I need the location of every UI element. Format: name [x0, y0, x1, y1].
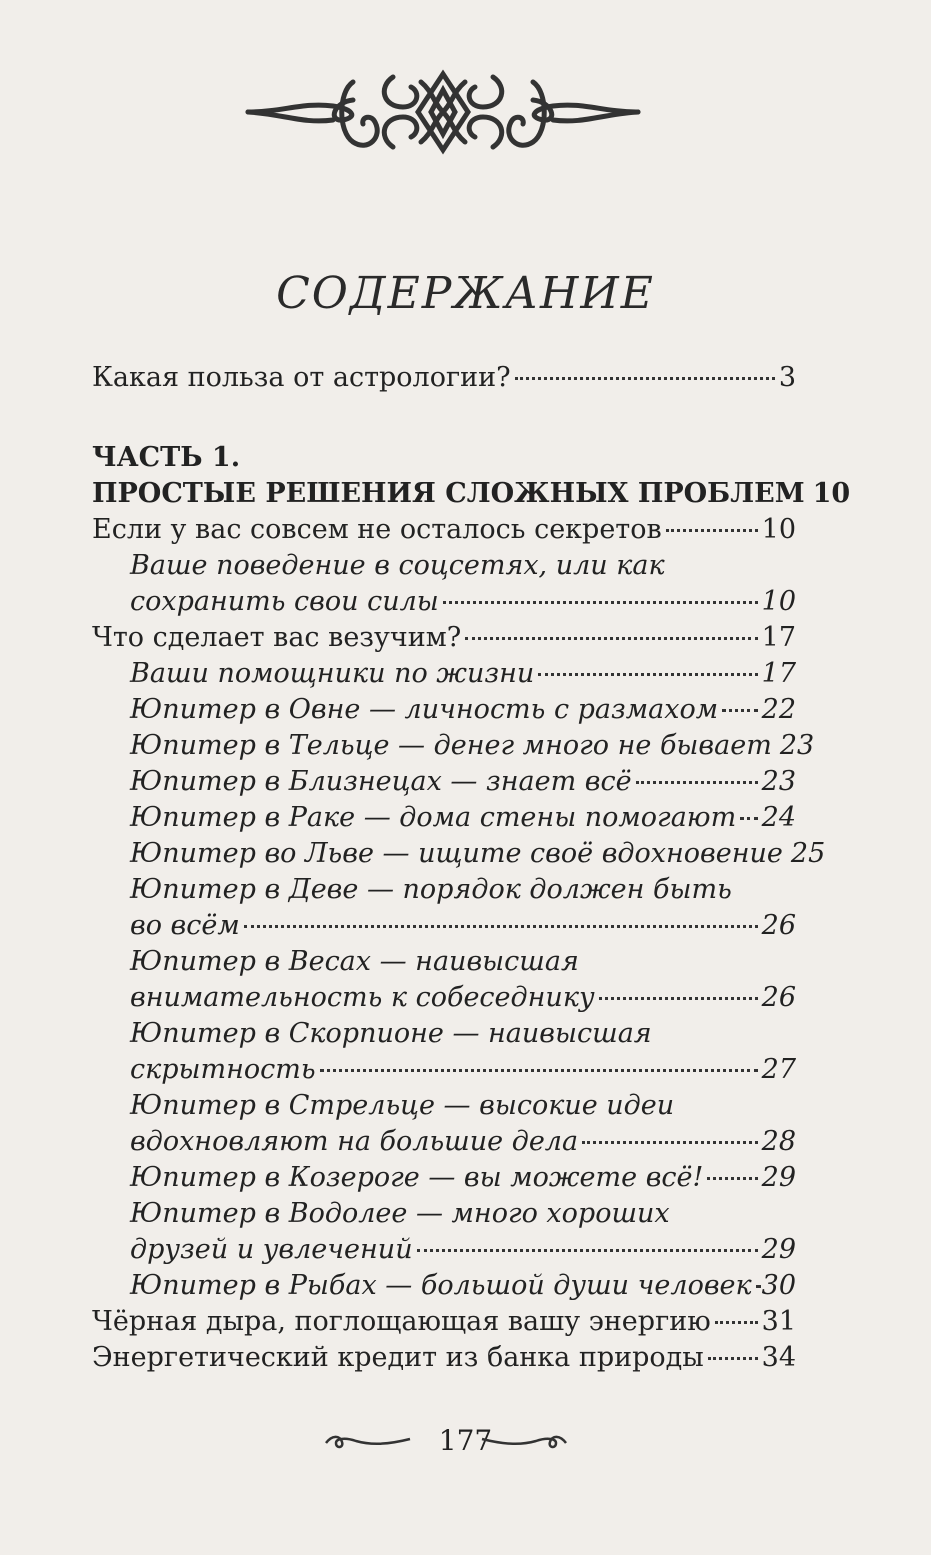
toc-page-number: 28	[761, 1126, 796, 1157]
toc-entry-text: Юпитер в Деве — порядок должен быть	[130, 874, 732, 905]
toc-entry	[92, 836, 826, 872]
toc-entry	[92, 980, 796, 1016]
toc-entry	[92, 1340, 796, 1376]
toc-entry-text: Чёрная дыра, поглощающая вашу энергию	[92, 1306, 711, 1337]
toc-page-number: 25	[790, 838, 826, 869]
toc-entry-text: Юпитер в Скорпионе — наивысшая	[130, 1018, 652, 1049]
toc-page-number: 30	[761, 1270, 796, 1301]
toc-entry-text: друзей и увлечений	[130, 1234, 413, 1265]
toc-entry-text: вдохновляют на большие дела	[130, 1126, 579, 1157]
toc-page-number: 10	[761, 586, 796, 617]
dot-leader	[636, 781, 758, 784]
page-title: СОДЕРЖАНИЕ	[276, 268, 655, 319]
toc-page-number: 22	[761, 694, 796, 725]
toc-entry-intro	[92, 360, 796, 396]
toc-entry	[92, 512, 796, 548]
toc-entry	[92, 1160, 796, 1196]
toc-entry-text: Юпитер в Овне — личность с размахом	[130, 694, 719, 725]
toc-entries	[92, 512, 826, 1376]
dot-leader	[715, 1321, 758, 1324]
toc-page-number: 23	[779, 730, 815, 761]
dot-leader	[740, 817, 757, 820]
dot-leader	[538, 673, 757, 676]
ornament-header-icon	[243, 62, 643, 162]
dot-leader	[443, 601, 758, 604]
toc-entry-text: Ваше поведение в соцсетях, или как	[130, 550, 665, 581]
dot-leader	[722, 709, 758, 712]
toc-entry-text: сохранить свои силы	[130, 586, 439, 617]
toc-entry-part	[92, 476, 851, 512]
toc-entry-text: Юпитер в Тельце — денег много не бывает	[130, 730, 772, 761]
toc-entry-text: Что сделает вас везучим?	[92, 622, 462, 653]
table-of-contents	[92, 360, 851, 1376]
page-footer	[0, 1421, 931, 1461]
toc-entry-text: во всём	[130, 910, 240, 941]
dot-leader	[582, 1141, 758, 1144]
toc-page-number: 29	[761, 1162, 796, 1193]
toc-entry-text: Юпитер в Весах — наивысшая	[130, 946, 579, 977]
toc-entry-text: Ваши помощники по жизни	[130, 658, 535, 689]
toc-entry-text: Юпитер в Рыбах — большой души человек	[130, 1270, 752, 1301]
toc-entry-text: скрытность	[130, 1054, 316, 1085]
toc-page-number: 24	[761, 802, 796, 833]
part-label: ЧАСТЬ 1.	[92, 442, 241, 473]
toc-entry	[92, 1304, 796, 1340]
toc-entry-text: Если у вас совсем не осталось секретов	[92, 514, 662, 545]
toc-page-number: 10	[761, 514, 796, 545]
toc-page-number: 31	[761, 1306, 796, 1337]
dot-leader	[599, 997, 758, 1000]
toc-entry	[92, 1124, 796, 1160]
toc-entry	[92, 1052, 796, 1088]
dot-leader	[515, 377, 775, 380]
toc-entry	[92, 620, 796, 656]
toc-entry	[92, 764, 796, 800]
toc-entry-text: Юпитер в Стрельце — высокие идеи	[130, 1090, 675, 1121]
toc-entry-text: Юпитер в Водолее — много хороших	[130, 1198, 670, 1229]
toc-entry	[92, 728, 815, 764]
toc-entry-text: Какая польза от астрологии?	[92, 362, 511, 393]
dot-leader	[756, 1285, 758, 1288]
dot-leader	[320, 1069, 758, 1072]
toc-page-number: 29	[761, 1234, 796, 1265]
toc-page-number: 23	[761, 766, 796, 797]
toc-entry	[92, 1232, 796, 1268]
dot-leader	[465, 637, 757, 640]
toc-entry-text: Юпитер в Козероге — вы можете всё!	[130, 1162, 704, 1193]
dot-leader	[417, 1249, 758, 1252]
toc-page-number: 26	[761, 982, 796, 1013]
toc-page-number: 34	[761, 1342, 796, 1373]
toc-page-number: 26	[761, 910, 796, 941]
flourish-right-icon	[478, 1431, 570, 1453]
toc-page-number: 17	[761, 622, 796, 653]
toc-entry	[92, 692, 796, 728]
page-number: 177	[438, 1424, 493, 1457]
dot-leader	[244, 925, 758, 928]
toc-entry-text: Юпитер во Льве — ищите своё вдохновение	[130, 838, 783, 869]
toc-entry-text: внимательность к собеседнику	[130, 982, 595, 1013]
dot-leader	[666, 529, 758, 532]
toc-entry	[92, 800, 796, 836]
toc-entry-text: Юпитер в Близнецах — знает всё	[130, 766, 632, 797]
toc-page-number: 10	[812, 478, 851, 509]
toc-entry	[92, 656, 796, 692]
toc-page-number: 3	[778, 362, 796, 393]
toc-entry	[92, 908, 796, 944]
toc-entry	[92, 584, 796, 620]
toc-entry-text: Энергетический кредит из банка природы	[92, 1342, 704, 1373]
dot-leader	[708, 1357, 758, 1360]
toc-page-number: 27	[761, 1054, 796, 1085]
part-title: ПРОСТЫЕ РЕШЕНИЯ СЛОЖНЫХ ПРОБЛЕМ	[92, 478, 805, 509]
toc-entry	[92, 1268, 796, 1304]
dot-leader	[707, 1177, 757, 1180]
toc-entry-text: Юпитер в Раке — дома стены помогают	[130, 802, 737, 833]
toc-page-number: 17	[761, 658, 796, 689]
